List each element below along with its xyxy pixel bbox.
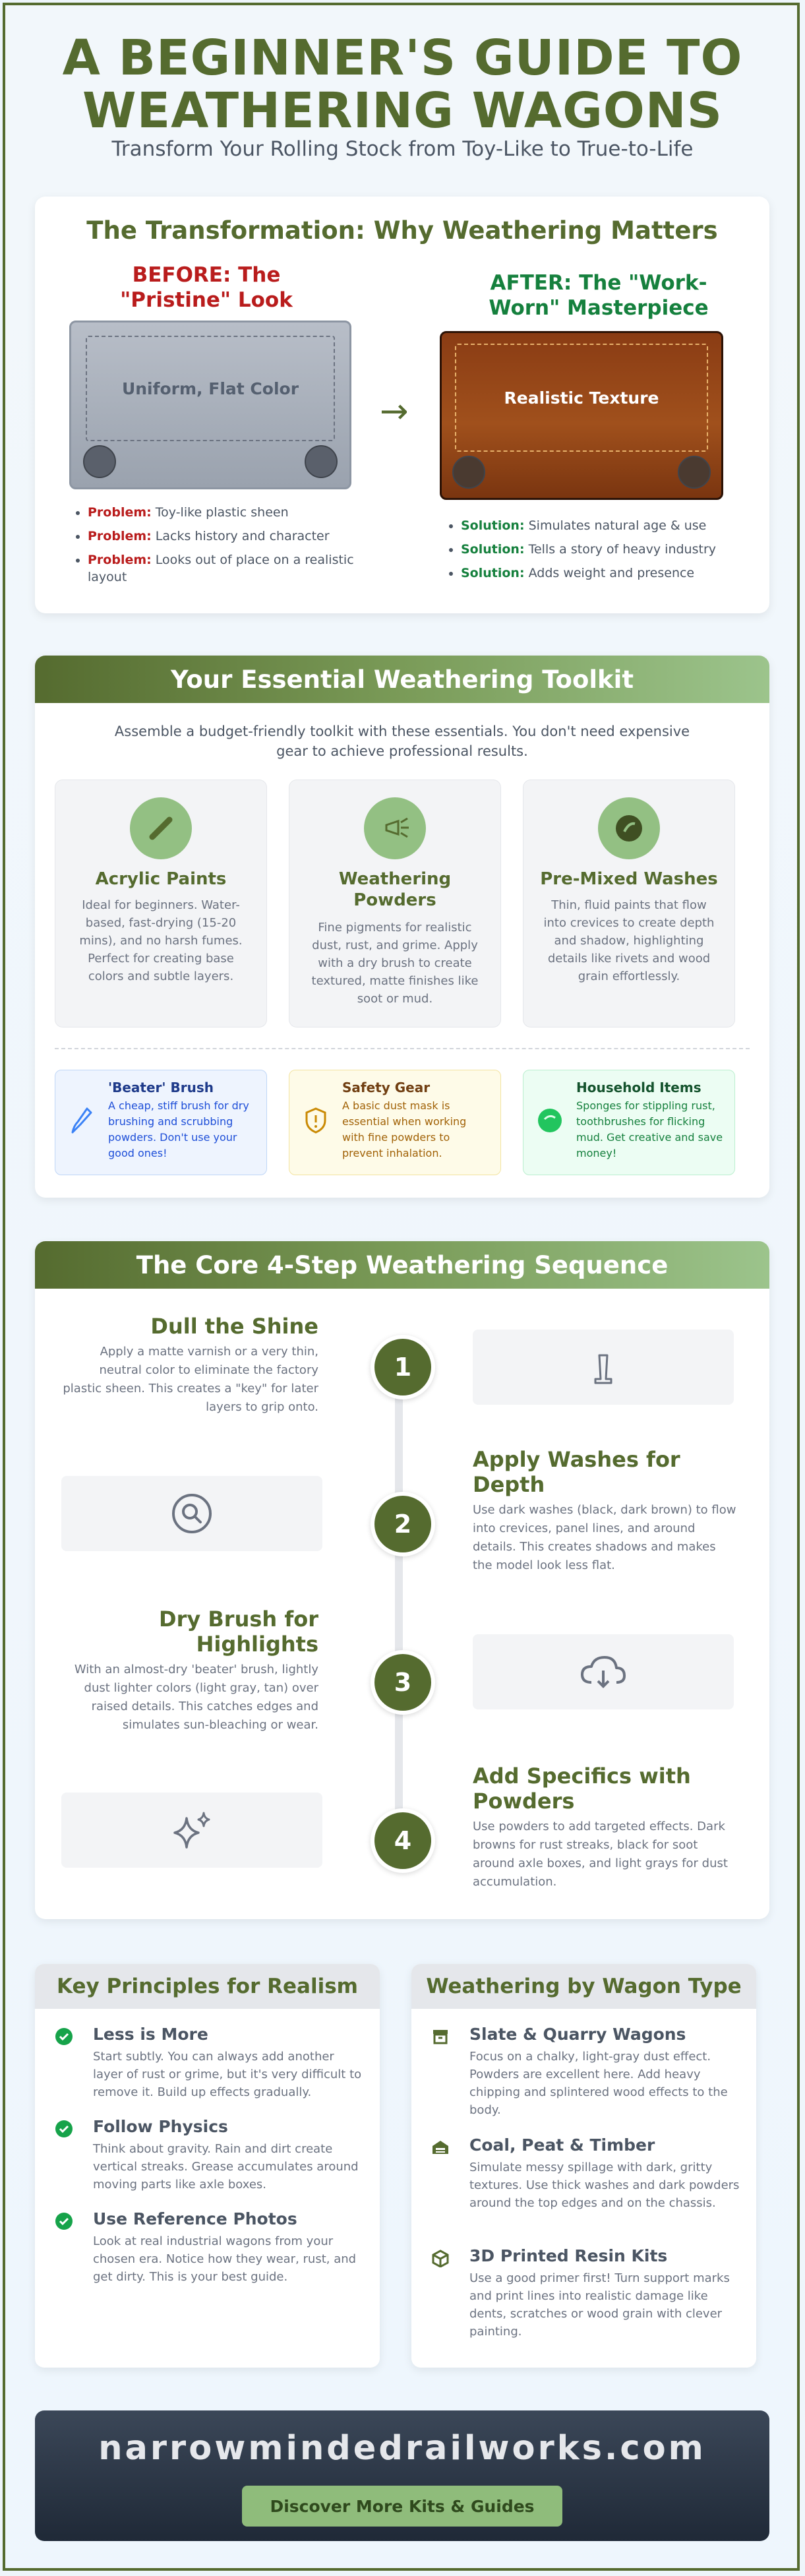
weathered-wagon-label: Realistic Texture bbox=[455, 344, 708, 452]
wagon-types-title: Weathering by Wagon Type bbox=[411, 1964, 756, 2009]
tool-text: Thin, fluid paints that flow into crevices to create depth and shadow, highlighting details like rivets and wood grain effortlessly. bbox=[543, 898, 715, 983]
extra-safety-gear bbox=[289, 1070, 501, 1175]
problem-text: Toy-like plastic sheen bbox=[151, 505, 289, 520]
problem-item bbox=[88, 551, 378, 586]
title-line-1: A BEGINNER'S GUIDE TO bbox=[62, 30, 743, 86]
step-2-text: Use dark washes (black, dark brown) to flow into crevices, panel lines, and around details. This creates shadows and makes the model look less flat. bbox=[473, 1503, 736, 1572]
step-3-number: 3 bbox=[371, 1650, 435, 1715]
arrow-right-icon: → bbox=[380, 392, 409, 431]
sparkles-icon bbox=[168, 1809, 216, 1851]
principle-title: Less is More bbox=[93, 2025, 208, 2044]
problem-text: Lacks history and character bbox=[151, 529, 330, 543]
toolkit-divider bbox=[55, 1048, 750, 1049]
before-heading: BEFORE: The "Pristine" Look bbox=[120, 263, 293, 312]
principle-item bbox=[55, 2025, 365, 2101]
check-circle-icon bbox=[55, 2027, 73, 2046]
wagon-wheel bbox=[678, 456, 711, 489]
problem-text: Looks out of place on a realistic layout bbox=[88, 553, 354, 584]
wagon-wheel bbox=[83, 445, 116, 478]
solution-item bbox=[461, 565, 764, 582]
problem-item bbox=[88, 504, 378, 521]
tool-card-washes bbox=[523, 780, 735, 1027]
pristine-wagon-illustration bbox=[69, 321, 351, 489]
step-4-text: Use powders to add targeted effects. Dark browns for rust streaks, black for soot around axle boxes, and light grays for dust accumulation. bbox=[473, 1820, 728, 1889]
extra-text: Sponges for stippling rust, toothbrushes for flicking mud. Get creative and save money! bbox=[576, 1099, 723, 1159]
shield-warning-icon bbox=[301, 1106, 330, 1135]
site-link[interactable]: narrowmindedrailworks.com bbox=[98, 2429, 706, 2468]
step-2-title: Apply Washes for Depth bbox=[473, 1447, 680, 1497]
sequence-card bbox=[35, 1241, 769, 1919]
tool-title: Acrylic Paints bbox=[95, 869, 227, 889]
solution-tag: Solution: bbox=[461, 566, 525, 580]
step-1-number: 1 bbox=[371, 1335, 435, 1399]
principle-text: Start subtly. You can always add another layer of rust or grime, but it's very difficult to remove it. Build up effects gradually. bbox=[93, 2050, 362, 2099]
principle-text: Look at real industrial wagons from your chosen era. Notice how they wear, rust, and get dirty. This is your best guide. bbox=[93, 2234, 357, 2284]
step-4-illustration bbox=[61, 1793, 322, 1868]
step-1-illustration bbox=[473, 1330, 734, 1405]
spray-can-icon bbox=[590, 1349, 616, 1386]
extra-title: Safety Gear bbox=[342, 1080, 431, 1095]
tool-text: Ideal for beginners. Water-based, fast-drying (15-20 mins), and no harsh fumes. Perfect for creating base colors and subtle layers. bbox=[79, 898, 243, 983]
cloud-download-icon bbox=[578, 1652, 628, 1692]
wagon-type-text: Simulate messy spillage with dark, gritty textures. Use thick washes and dark powders around the top edges and on the chassis. bbox=[469, 2161, 740, 2210]
principle-title: Use Reference Photos bbox=[93, 2209, 297, 2228]
extra-beater-brush bbox=[55, 1070, 267, 1175]
wagon-type-text: Use a good primer first! Turn support marks and print lines into realistic damage like dents, scratches or wood grain with clever painting. bbox=[469, 2271, 730, 2339]
step-1-text: Apply a matte varnish or a very thin, neutral color to eliminate the factory plastic sheen. This creates a "key" for later layers to grip onto. bbox=[63, 1345, 318, 1414]
title-line-2: WEATHERING WAGONS bbox=[82, 82, 723, 139]
solution-tag: Solution: bbox=[461, 542, 525, 557]
solution-tag: Solution: bbox=[461, 518, 525, 533]
wagon-wheel bbox=[452, 456, 485, 489]
solution-text: Tells a story of heavy industry bbox=[524, 542, 716, 557]
solution-text: Adds weight and presence bbox=[524, 566, 695, 580]
pristine-wagon-label: Uniform, Flat Color bbox=[86, 336, 335, 441]
magnifier-icon bbox=[169, 1490, 215, 1537]
before-problems-list bbox=[71, 504, 378, 592]
tool-text: Fine pigments for realistic dust, rust, and grime. Apply with a dry brush to create textured, matte finishes like soot or mud. bbox=[311, 921, 479, 1006]
solution-text: Simulates natural age & use bbox=[524, 518, 707, 533]
step-4-number: 4 bbox=[371, 1808, 435, 1873]
wagon-type-item bbox=[431, 2135, 742, 2212]
toolkit-card bbox=[35, 656, 769, 1198]
subtitle: Transform Your Rolling Stock from Toy-Like to True-to-Life bbox=[111, 137, 694, 161]
principles-title: Key Principles for Realism bbox=[35, 1964, 380, 2009]
footer bbox=[35, 2410, 769, 2541]
step-2-number: 2 bbox=[371, 1492, 435, 1556]
solution-item bbox=[461, 517, 764, 534]
tool-title: Weathering Powders bbox=[338, 869, 452, 910]
extra-title: Household Items bbox=[576, 1080, 701, 1095]
powder-spray-icon bbox=[364, 797, 426, 859]
wagon-type-item bbox=[431, 2246, 742, 2341]
transformation-card bbox=[35, 197, 769, 613]
wash-drop-icon bbox=[598, 797, 660, 859]
warehouse-icon bbox=[431, 2138, 450, 2157]
principle-title: Follow Physics bbox=[93, 2117, 228, 2136]
step-3-title: Dry Brush for Highlights bbox=[159, 1607, 318, 1657]
extra-title: 'Beater' Brush bbox=[108, 1080, 214, 1095]
toolkit-intro: Assemble a budget-friendly toolkit with these essentials. You don't need expensive gear to achieve professional results. bbox=[114, 723, 690, 759]
step-1-title: Dull the Shine bbox=[150, 1314, 318, 1339]
problem-tag: Problem: bbox=[88, 553, 152, 567]
wagon-type-text: Focus on a chalky, light-gray dust effect. Powders are excellent here. Add heavy chipping and splintered wood effects to the body. bbox=[469, 2050, 728, 2117]
weathered-wagon-illustration bbox=[440, 331, 723, 500]
wagon-type-title: Coal, Peat & Timber bbox=[469, 2135, 655, 2155]
archive-box-icon bbox=[431, 2027, 450, 2046]
toolkit-banner: Your Essential Weathering Toolkit bbox=[35, 656, 769, 703]
after-heading: AFTER: The "Work-Worn" Masterpiece bbox=[489, 271, 709, 320]
extra-text: A basic dust mask is essential when working with fine powders to prevent inhalation. bbox=[342, 1099, 467, 1159]
wagon-wheel bbox=[305, 445, 338, 478]
transformation-title: The Transformation: Why Weathering Matters bbox=[86, 216, 718, 245]
extra-text: A cheap, stiff brush for dry brushing and scrubbing powders. Don't use your good ones! bbox=[108, 1099, 249, 1159]
wagon-type-title: 3D Printed Resin Kits bbox=[469, 2246, 668, 2265]
wagon-type-item bbox=[431, 2025, 742, 2119]
timeline-line bbox=[395, 1353, 403, 1855]
cube-print-icon bbox=[431, 2249, 450, 2267]
problem-tag: Problem: bbox=[88, 529, 152, 543]
sequence-banner: The Core 4-Step Weathering Sequence bbox=[35, 1241, 769, 1289]
paintbrush-icon bbox=[130, 797, 192, 859]
tool-card-powders bbox=[289, 780, 501, 1027]
main-title bbox=[0, 32, 805, 137]
step-3-text: With an almost-dry 'beater' brush, lightly dust lighter colors (light gray, tan) over raised details. This catches edges and simulates sun-bleaching or wear. bbox=[74, 1663, 318, 1732]
check-circle-icon bbox=[55, 2120, 73, 2138]
extra-household-items bbox=[523, 1070, 735, 1175]
step-2-illustration bbox=[61, 1476, 322, 1551]
discover-more-button[interactable]: Discover More Kits & Guides bbox=[242, 2486, 562, 2527]
wagon-type-title: Slate & Quarry Wagons bbox=[469, 2025, 686, 2044]
step-3-illustration bbox=[473, 1634, 734, 1709]
after-solutions-list bbox=[444, 517, 764, 588]
step-4-title: Add Specifics with Powders bbox=[473, 1763, 691, 1814]
sponge-icon bbox=[535, 1106, 564, 1135]
principle-item bbox=[55, 2117, 365, 2193]
tool-title: Pre-Mixed Washes bbox=[540, 869, 718, 889]
problem-item bbox=[88, 528, 378, 545]
principles-card bbox=[35, 1964, 380, 2368]
brush-icon bbox=[67, 1106, 96, 1135]
solution-item bbox=[461, 541, 764, 558]
check-circle-icon bbox=[55, 2212, 73, 2230]
wagon-types-card bbox=[411, 1964, 756, 2368]
principle-text: Think about gravity. Rain and dirt create vertical streaks. Grease accumulates around moving parts like axle boxes. bbox=[93, 2142, 359, 2192]
principle-item bbox=[55, 2209, 365, 2286]
problem-tag: Problem: bbox=[88, 505, 152, 520]
tool-card-acrylic bbox=[55, 780, 267, 1027]
